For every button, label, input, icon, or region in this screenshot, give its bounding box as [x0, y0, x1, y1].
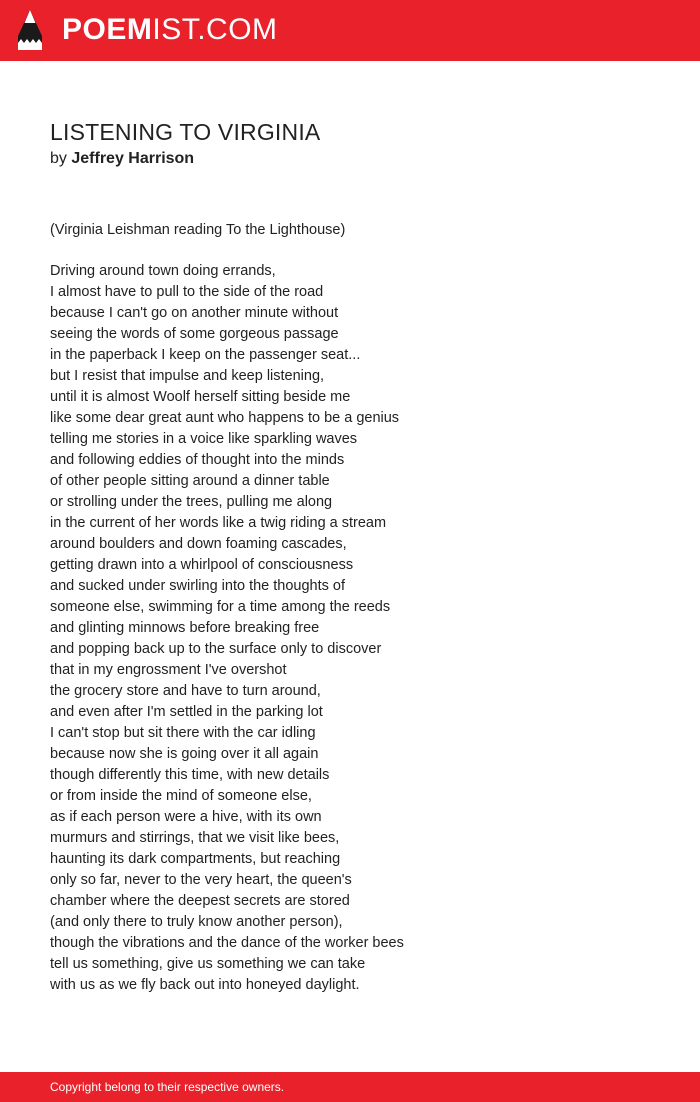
- poem-line: of other people sitting around a dinner table: [50, 473, 330, 489]
- logo-text-bold: POEM: [62, 13, 153, 46]
- poem-line: only so far, never to the very heart, the queen's: [50, 872, 352, 888]
- site-footer: [0, 1072, 700, 1102]
- poem-line: Driving around town doing errands,: [50, 263, 276, 279]
- poem-line: like some dear great aunt who happens to be a genius: [50, 410, 400, 426]
- logo-text-light: IST.COM: [152, 13, 278, 46]
- copyright-notice: Copyright belong to their respective owners.: [50, 1080, 285, 1094]
- poem-line: and even after I'm settled in the parking lot: [50, 704, 323, 720]
- poem-line: though the vibrations and the dance of the worker bees: [50, 935, 404, 951]
- poem-line: and following eddies of thought into the minds: [50, 452, 345, 468]
- poem-line: chamber where the deepest secrets are stored: [50, 893, 350, 909]
- poem-line: in the paperback I keep on the passenger seat...: [50, 347, 361, 363]
- author-name: Jeffrey Harrison: [71, 150, 195, 167]
- poem-byline: [50, 149, 194, 169]
- poem-line: I can't stop but sit there with the car idling: [50, 725, 316, 741]
- poem-line: or from inside the mind of someone else,: [50, 788, 312, 804]
- poem-line: until it is almost Woolf herself sitting beside me: [50, 389, 351, 405]
- pencil-tip-icon: [17, 9, 43, 51]
- poem-line: because I can't go on another minute without: [50, 305, 339, 321]
- poem-line: someone else, swimming for a time among the reeds: [50, 599, 391, 615]
- poem-line: in the current of her words like a twig riding a stream: [50, 515, 387, 531]
- poem-title: LISTENING TO VIRGINIA: [50, 119, 321, 145]
- poem-line: murmurs and stirrings, that we visit like bees,: [50, 830, 340, 846]
- poem-line: though differently this time, with new details: [50, 767, 330, 783]
- poem-line: I almost have to pull to the side of the road: [50, 284, 324, 300]
- by-label: by: [50, 150, 67, 167]
- poem-line: telling me stories in a voice like sparkling waves: [50, 431, 358, 447]
- poem-line: and glinting minnows before breaking free: [50, 620, 320, 636]
- poem-line: or strolling under the trees, pulling me along: [50, 494, 333, 510]
- poem-line: because now she is going over it all again: [50, 746, 319, 762]
- poem-body: [50, 261, 404, 996]
- poem-line: that in my engrossment I've overshot: [50, 662, 287, 678]
- poem-line: but I resist that impulse and keep listening,: [50, 368, 325, 384]
- poem-line: tell us something, give us something we can take: [50, 956, 366, 972]
- site-logo[interactable]: [62, 12, 278, 48]
- poem-line: and popping back up to the surface only to discover: [50, 641, 382, 657]
- poem-line: with us as we fly back out into honeyed daylight.: [50, 977, 360, 993]
- poem-subtitle: (Virginia Leishman reading To the Lighthouse): [50, 222, 346, 238]
- poem-line: the grocery store and have to turn around,: [50, 683, 321, 699]
- poem-line: (and only there to truly know another person),: [50, 914, 343, 930]
- poem-line: and sucked under swirling into the thoughts of: [50, 578, 346, 594]
- poem-line: getting drawn into a whirlpool of consciousness: [50, 557, 354, 573]
- site-header: [0, 0, 700, 61]
- poem-line: haunting its dark compartments, but reaching: [50, 851, 341, 867]
- poem-line: seeing the words of some gorgeous passage: [50, 326, 339, 342]
- poem-line: as if each person were a hive, with its own: [50, 809, 322, 825]
- poem-line: around boulders and down foaming cascades,: [50, 536, 347, 552]
